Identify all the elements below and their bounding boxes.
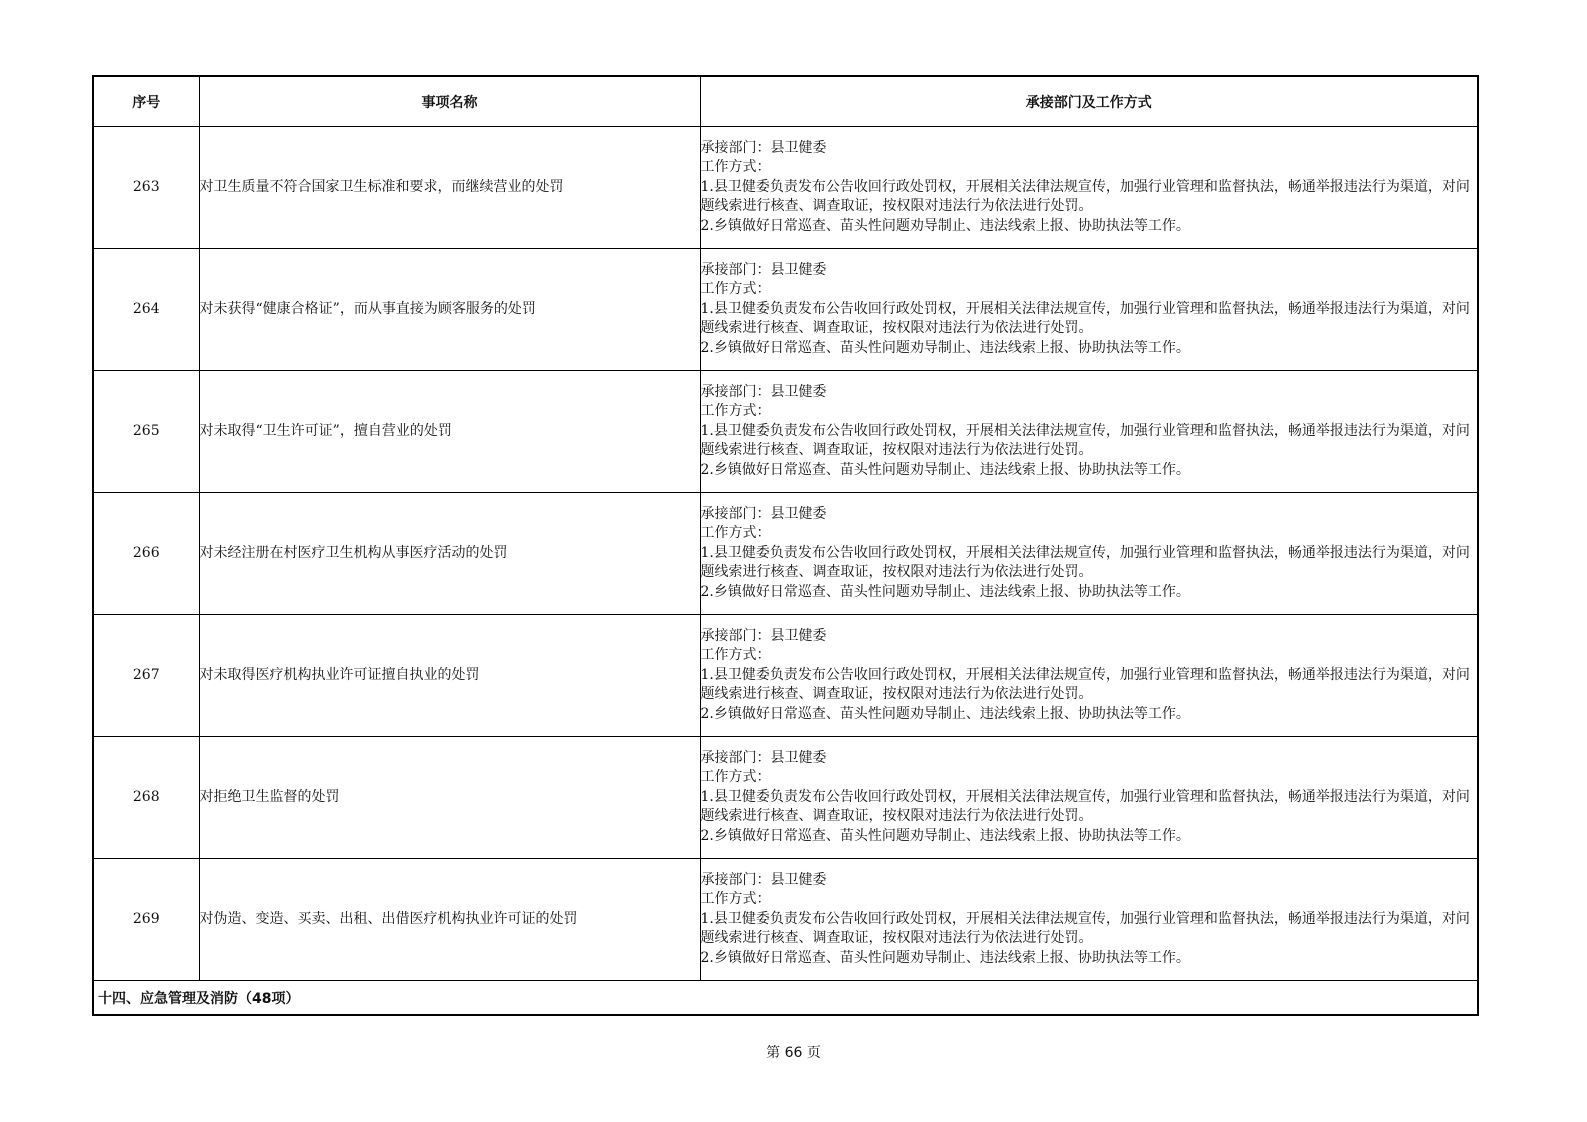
row-seq: 268: [93, 737, 199, 859]
row-dept: 承接部门：县卫健委: [700, 749, 827, 766]
row-name: 对未经注册在村医疗卫生机构从事医疗活动的处罚: [199, 493, 700, 615]
table-header-row: [93, 76, 1478, 127]
table-row: [93, 371, 1478, 493]
row-item-2: 2.乡镇做好日常巡查、苗头性问题劝导制止、违法线索上报、协助执法等工作。: [700, 583, 1190, 600]
row-mode-label: 工作方式：: [700, 525, 771, 542]
row-seq: 269: [93, 859, 199, 981]
matters-table: [92, 75, 1479, 1016]
row-item-1: 1.县卫健委负责发布公告收回行政处罚权，开展相关法律法规宣传，加强行业管理和监督执法，畅通举报违法行为渠道，对问题线索进行核查、调查取证，按权限对违法行为依法进行处罚。: [700, 300, 1470, 337]
row-dept: 承接部门：县卫健委: [700, 261, 827, 278]
table-row: [93, 859, 1478, 981]
row-desc: [700, 493, 1478, 615]
row-dept: 承接部门：县卫健委: [700, 627, 827, 644]
row-mode-label: 工作方式：: [700, 281, 771, 298]
row-name: 对未取得医疗机构执业许可证擅自执业的处罚: [199, 615, 700, 737]
row-item-2: 2.乡镇做好日常巡查、苗头性问题劝导制止、违法线索上报、协助执法等工作。: [700, 217, 1190, 234]
row-desc: [700, 371, 1478, 493]
row-item-1: 1.县卫健委负责发布公告收回行政处罚权，开展相关法律法规宣传，加强行业管理和监督执法，畅通举报违法行为渠道，对问题线索进行核查、调查取证，按权限对违法行为依法进行处罚。: [700, 788, 1470, 825]
row-item-2: 2.乡镇做好日常巡查、苗头性问题劝导制止、违法线索上报、协助执法等工作。: [700, 339, 1190, 356]
row-dept: 承接部门：县卫健委: [700, 383, 827, 400]
row-seq: 267: [93, 615, 199, 737]
row-seq: 266: [93, 493, 199, 615]
header-name: 事项名称: [199, 76, 700, 127]
row-seq: 265: [93, 371, 199, 493]
row-desc: [700, 859, 1478, 981]
row-desc: [700, 737, 1478, 859]
row-desc: [700, 127, 1478, 249]
row-dept: 承接部门：县卫健委: [700, 505, 827, 522]
row-mode-label: 工作方式：: [700, 769, 771, 786]
header-dept-mode: 承接部门及工作方式: [700, 76, 1478, 127]
page-number: 第 66 页: [766, 1045, 821, 1061]
table-row: [93, 127, 1478, 249]
row-name: 对卫生质量不符合国家卫生标准和要求，而继续营业的处罚: [199, 127, 700, 249]
table-row: [93, 249, 1478, 371]
row-desc: [700, 249, 1478, 371]
row-item-1: 1.县卫健委负责发布公告收回行政处罚权，开展相关法律法规宣传，加强行业管理和监督执法，畅通举报违法行为渠道，对问题线索进行核查、调查取证，按权限对违法行为依法进行处罚。: [700, 544, 1470, 581]
row-item-2: 2.乡镇做好日常巡查、苗头性问题劝导制止、违法线索上报、协助执法等工作。: [700, 949, 1190, 966]
row-seq: 264: [93, 249, 199, 371]
row-mode-label: 工作方式：: [700, 647, 771, 664]
row-name: 对伪造、变造、买卖、出租、出借医疗机构执业许可证的处罚: [199, 859, 700, 981]
row-mode-label: 工作方式：: [700, 403, 771, 420]
row-item-2: 2.乡镇做好日常巡查、苗头性问题劝导制止、违法线索上报、协助执法等工作。: [700, 827, 1190, 844]
section-title: 十四、应急管理及消防（48项）: [93, 981, 1478, 1016]
row-dept: 承接部门：县卫健委: [700, 871, 827, 888]
row-item-1: 1.县卫健委负责发布公告收回行政处罚权，开展相关法律法规宣传，加强行业管理和监督执法，畅通举报违法行为渠道，对问题线索进行核查、调查取证，按权限对违法行为依法进行处罚。: [700, 666, 1470, 703]
table-row: [93, 737, 1478, 859]
row-item-2: 2.乡镇做好日常巡查、苗头性问题劝导制止、违法线索上报、协助执法等工作。: [700, 705, 1190, 722]
row-mode-label: 工作方式：: [700, 891, 771, 908]
row-mode-label: 工作方式：: [700, 159, 771, 176]
header-seq: 序号: [93, 76, 199, 127]
row-name: 对未获得“健康合格证”，而从事直接为顾客服务的处罚: [199, 249, 700, 371]
section-row: [93, 981, 1478, 1016]
row-seq: 263: [93, 127, 199, 249]
row-item-1: 1.县卫健委负责发布公告收回行政处罚权，开展相关法律法规宣传，加强行业管理和监督执法，畅通举报违法行为渠道，对问题线索进行核查、调查取证，按权限对违法行为依法进行处罚。: [700, 178, 1470, 215]
table-body: [93, 127, 1478, 1016]
table-row: [93, 493, 1478, 615]
row-name: 对拒绝卫生监督的处罚: [199, 737, 700, 859]
row-desc: [700, 615, 1478, 737]
row-dept: 承接部门：县卫健委: [700, 139, 827, 156]
row-item-1: 1.县卫健委负责发布公告收回行政处罚权，开展相关法律法规宣传，加强行业管理和监督执法，畅通举报违法行为渠道，对问题线索进行核查、调查取证，按权限对违法行为依法进行处罚。: [700, 422, 1470, 459]
row-name: 对未取得“卫生许可证”，擅自营业的处罚: [199, 371, 700, 493]
row-item-2: 2.乡镇做好日常巡查、苗头性问题劝导制止、违法线索上报、协助执法等工作。: [700, 461, 1190, 478]
row-item-1: 1.县卫健委负责发布公告收回行政处罚权，开展相关法律法规宣传，加强行业管理和监督执法，畅通举报违法行为渠道，对问题线索进行核查、调查取证，按权限对违法行为依法进行处罚。: [700, 910, 1470, 947]
table-row: [93, 615, 1478, 737]
